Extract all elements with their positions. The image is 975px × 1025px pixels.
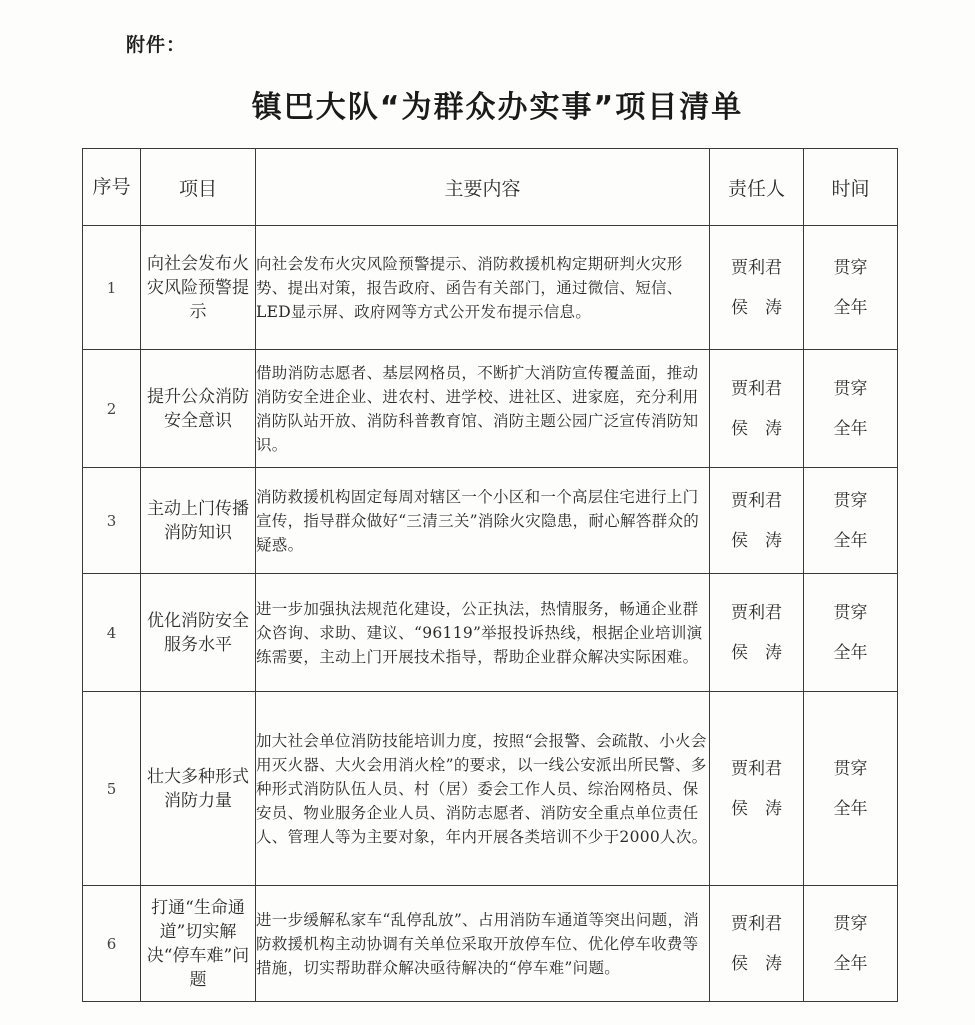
row-number: 2 [83,350,141,468]
person-name: 贾利君 [731,602,782,623]
table-row [83,692,898,886]
time-text: 全年 [833,530,868,551]
row-person [710,226,804,350]
project-list-table [82,148,898,1002]
time-text: 全年 [833,297,868,318]
table-header-row [83,149,898,226]
person-name: 侯 涛 [731,530,782,551]
time-text: 全年 [833,798,868,819]
person-name: 贾利君 [731,490,782,511]
row-item: 优化消防安全服务水平 [141,574,256,692]
row-number: 6 [83,886,141,1002]
person-name: 侯 涛 [731,798,782,819]
row-time [804,468,898,574]
time-text: 贯穿 [833,602,868,623]
attachment-label: 附件： [126,34,187,56]
row-item: 向社会发布火灾风险预警提示 [141,226,256,350]
row-person [710,468,804,574]
row-content: 进一步加强执法规范化建设，公正执法，热情服务，畅通企业群众咨询、求助、建议、“96119”举报投诉热线，根据企业培训演练需要，主动上门开展技术指导，帮助企业群众解决实际困难。 [256,574,710,692]
row-number: 1 [83,226,141,350]
row-time [804,692,898,886]
person-name: 侯 涛 [731,642,782,663]
table-row [83,574,898,692]
person-name: 贾利君 [731,913,782,934]
person-name: 贾利君 [731,378,782,399]
row-person [710,350,804,468]
row-item: 提升公众消防安全意识 [141,350,256,468]
time-text: 贯穿 [833,758,868,779]
table-row [83,226,898,350]
time-text: 贯穿 [833,913,868,934]
time-text: 全年 [833,642,868,663]
person-name: 侯 涛 [731,418,782,439]
table-row [83,886,898,1002]
row-item: 主动上门传播消防知识 [141,468,256,574]
table-row [83,468,898,574]
row-item: 打通“生命通道”切实解决“停车难”问题 [141,886,256,1002]
row-content: 向社会发布火灾风险预警提示、消防救援机构定期研判火灾形势、提出对策，报告政府、函告有关部门，通过微信、短信、LED显示屏、政府网等方式公开发布提示信息。 [256,226,710,350]
row-time [804,350,898,468]
row-content: 进一步缓解私家车“乱停乱放”、占用消防车通道等突出问题，消防救援机构主动协调有关单位采取开放停车位、优化停车收费等措施，切实帮助群众解决亟待解决的“停车难”问题。 [256,886,710,1002]
row-person [710,692,804,886]
row-content: 消防救援机构固定每周对辖区一个小区和一个高层住宅进行上门宣传，指导群众做好“三清三关”消除火灾隐患，耐心解答群众的疑惑。 [256,468,710,574]
person-name: 贾利君 [731,758,782,779]
header-no: 序号 [83,149,141,226]
document-title: 镇巴大队“为群众办实事”项目清单 [251,90,744,125]
time-text: 贯穿 [833,257,868,278]
row-person [710,886,804,1002]
row-item: 壮大多种形式消防力量 [141,692,256,886]
row-person [710,574,804,692]
time-text: 贯穿 [833,490,868,511]
header-person: 责任人 [710,149,804,226]
row-number: 3 [83,468,141,574]
header-item: 项目 [141,149,256,226]
person-name: 侯 涛 [731,297,782,318]
row-content: 借助消防志愿者、基层网格员，不断扩大消防宣传覆盖面，推动消防安全进企业、进农村、进学校、进社区、进家庭，充分利用消防队站开放、消防科普教育馆、消防主题公园广泛宣传消防知识。 [256,350,710,468]
person-name: 侯 涛 [731,953,782,974]
person-name: 贾利君 [731,257,782,278]
header-time: 时间 [804,149,898,226]
row-time [804,226,898,350]
header-content: 主要内容 [256,149,710,226]
time-text: 贯穿 [833,378,868,399]
time-text: 全年 [833,418,868,439]
row-time [804,886,898,1002]
time-text: 全年 [833,953,868,974]
row-content: 加大社会单位消防技能培训力度，按照“会报警、会疏散、小火会用灭火器、大火会用消火栓”的要求，以一线公安派出所民警、多种形式消防队伍人员、村（居）委会工作人员、综治网格员、保安员、物业服务企业人员、消防志愿者、消防安全重点单位责任人、管理人等为主要对象，年内开展各类培训不少于2000人次。 [256,692,710,886]
table-row [83,350,898,468]
row-number: 4 [83,574,141,692]
row-time [804,574,898,692]
row-number: 5 [83,692,141,886]
